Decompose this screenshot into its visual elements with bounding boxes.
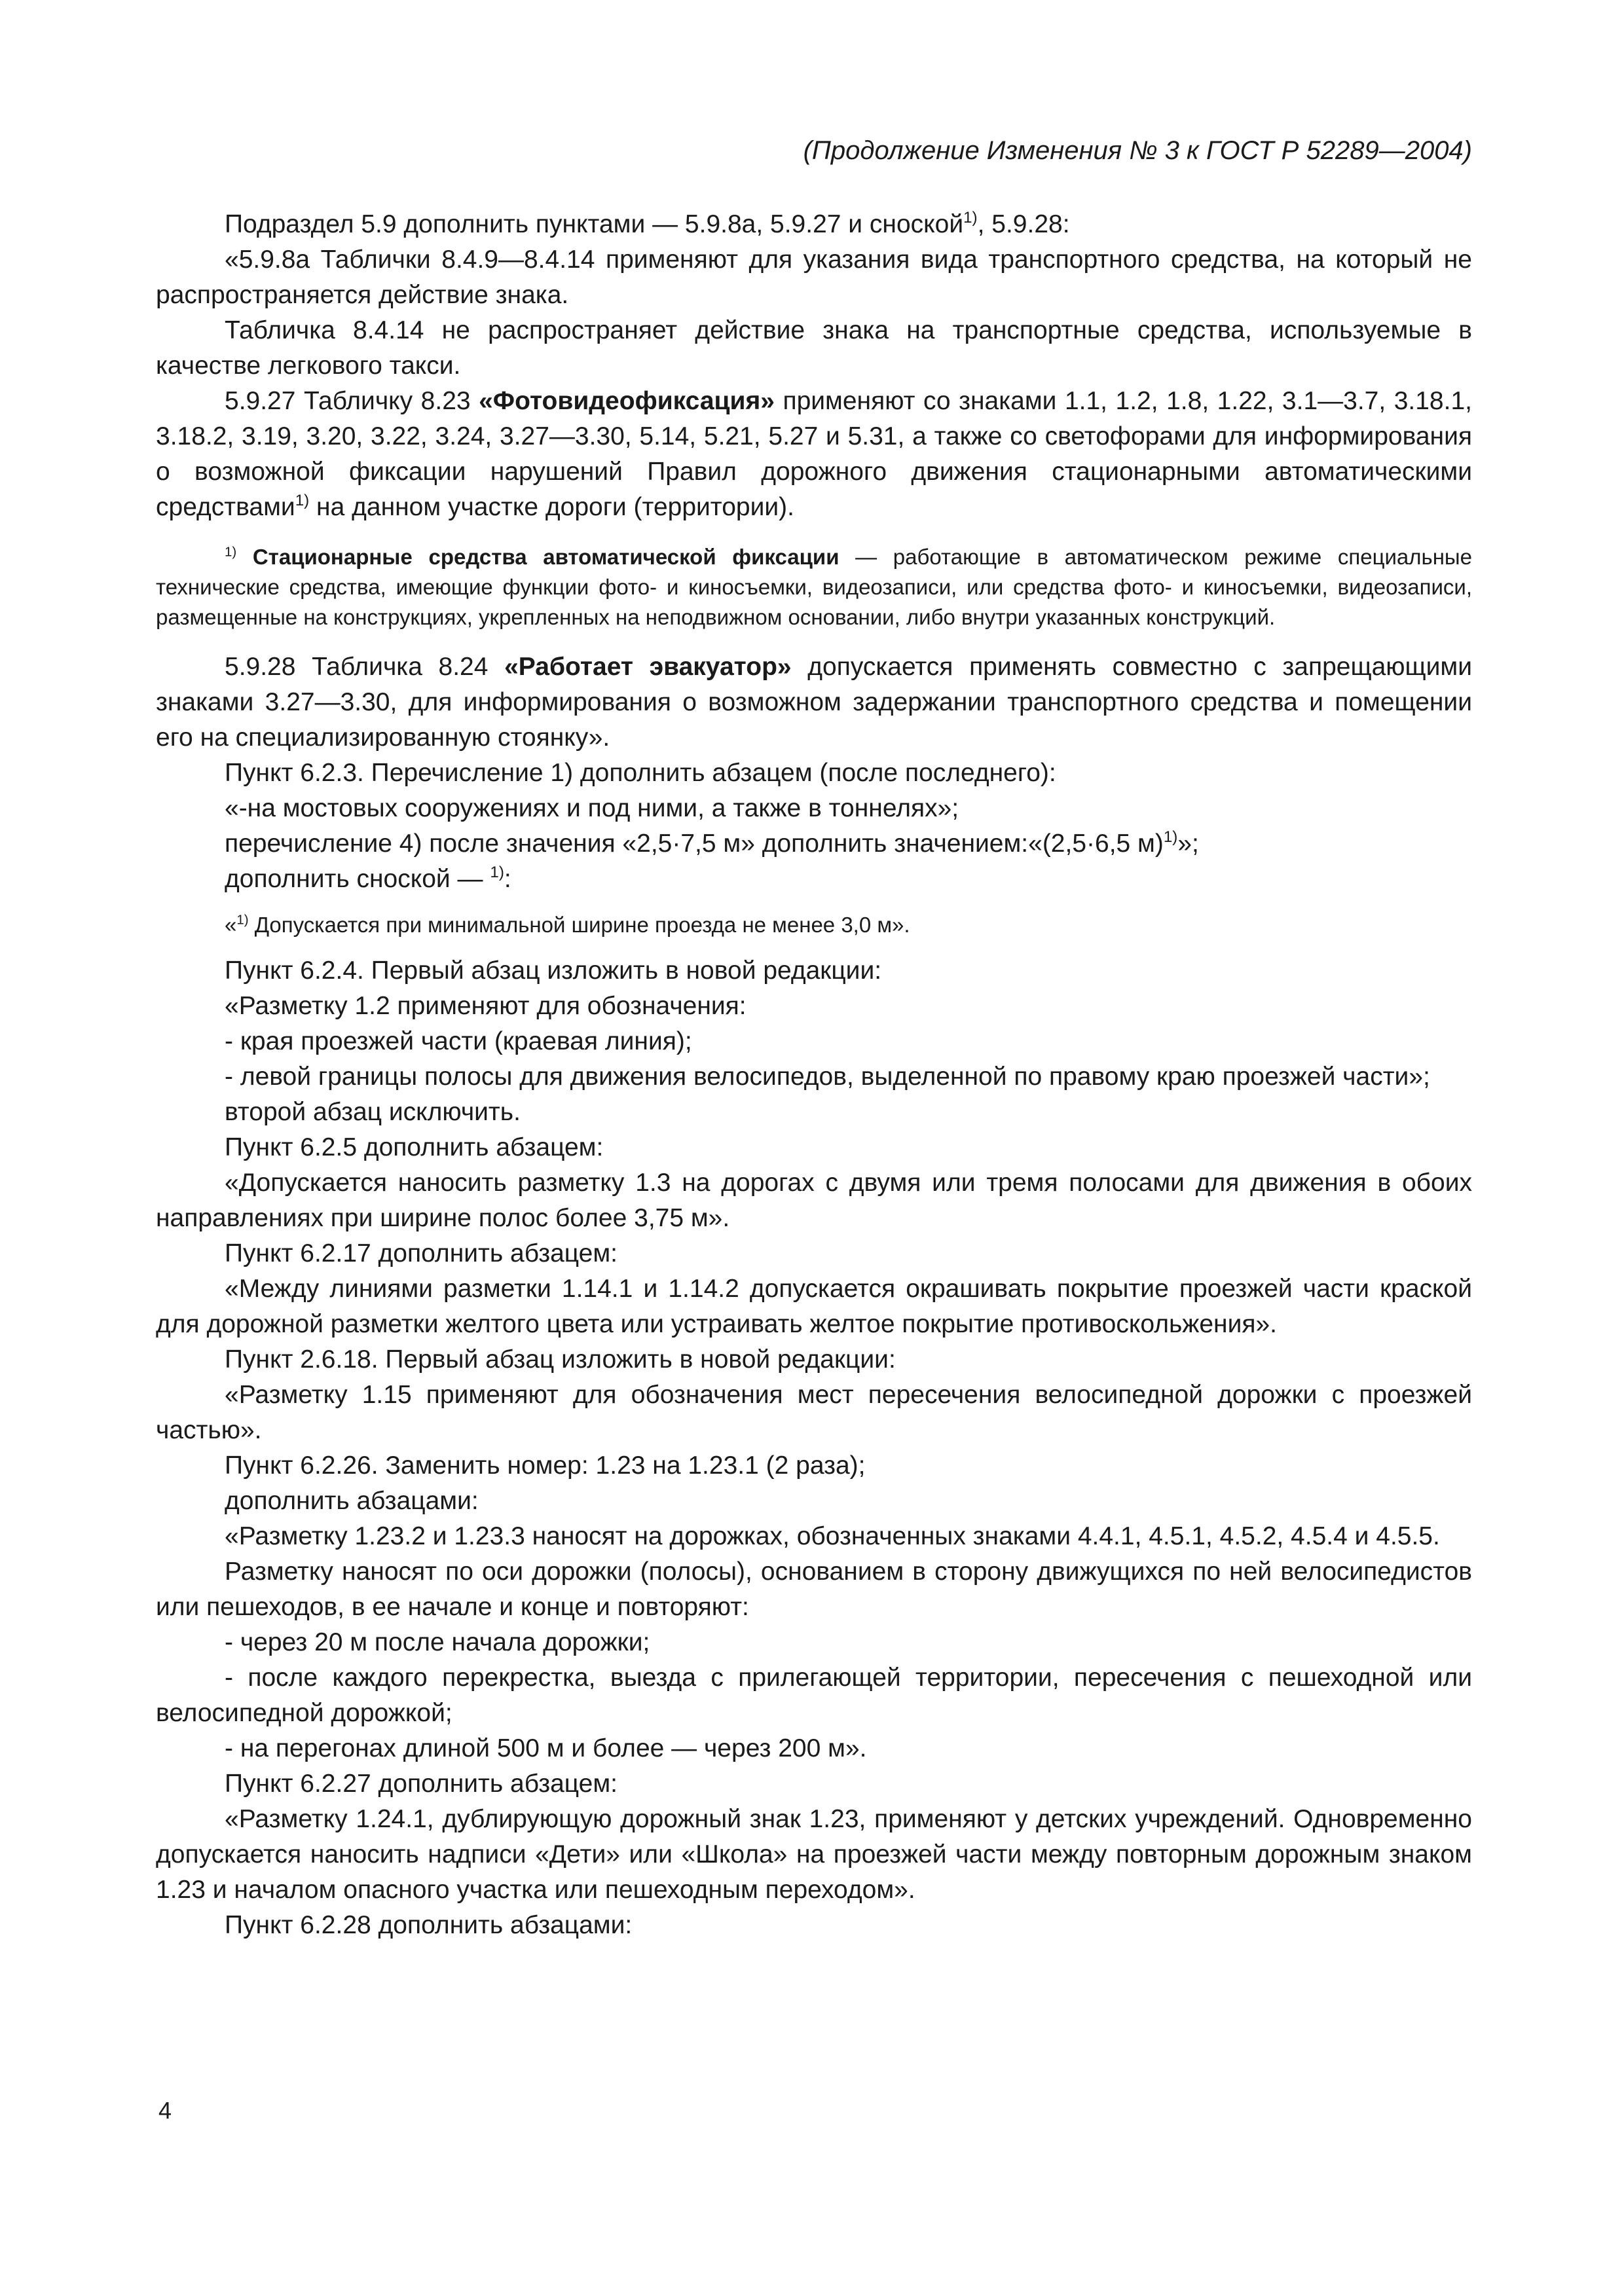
paragraph: - левой границы полосы для движения велосипедов, выделенной по правому краю проезжей части»; (225, 1063, 1430, 1091)
paragraph: «Разметку 1.15 применяют для обозначения мест пересечения велосипедной дорожки с проезжей частью». (156, 1381, 1472, 1444)
paragraph: «Разметку 1.24.1, дублирующую дорожный знак 1.23, применяют у детских учреждений. Одновременно допускается наносить надписи «Дети» или «Школа» на проезжей части между повторным дорожным знаком 1.23 и началом опасного участка или пешеходным переходом». (156, 1805, 1472, 1904)
paragraph: дополнить сноской — $^{1)}$: (225, 864, 511, 893)
paragraph: Пункт 6.2.4. Первый абзац изложить в новой редакции: (225, 957, 882, 985)
footnote: «$^{1)}$ Допускается при минимальной ширине проезда не менее 3,0 м». (225, 912, 910, 937)
footnote-ref: 1) (963, 209, 978, 227)
paragraph: «Разметку 1.2 применяют для обозначения: (225, 992, 747, 1020)
paragraph: «5.9.8а Таблички 8.4.9—8.4.14 применяют для указания вида транспортного средства, на который не распространяется действие знака. (156, 246, 1472, 309)
paragraph: второй абзац исключить. (225, 1098, 521, 1126)
paragraph: «Между линиями разметки 1.14.1 и 1.14.2 допускается окрашивать покрытие проезжей части краской для дорожной разметки желтого цвета или устраивать желтое покрытие противоскольжения». (156, 1275, 1472, 1338)
paragraph: Пункт 6.2.28 дополнить абзацами: (225, 1911, 633, 1939)
paragraph: Разметку наносят по оси дорожки (полосы), основанием в сторону движущихся по ней велосипедистов или пешеходов, в ее начале и конце и повторяют: (156, 1558, 1472, 1621)
document-body (156, 207, 1472, 1943)
paragraph: «-на мостовых сооружениях и под ними, а также в тоннелях»; (225, 794, 959, 822)
paragraph: Табличка 8.4.14 не распространяет действие знака на транспортные средства, используемые в качестве легкового такси. (156, 316, 1472, 380)
paragraph: Пункт 6.2.3. Перечисление 1) дополнить абзацем (после последнего): (225, 759, 1056, 787)
paragraph: Пункт 6.2.5 дополнить абзацем: (225, 1133, 604, 1161)
paragraph: Пункт 6.2.27 дополнить абзацем: (225, 1770, 618, 1798)
paragraph: Пункт 6.2.26. Заменить номер: 1.23 на 1.23.1 (2 раза); (225, 1451, 866, 1480)
paragraph: Пункт 6.2.17 дополнить абзацем: (225, 1239, 618, 1267)
paragraph: - на перегонах длиной 500 м и более — через 200 м». (225, 1734, 867, 1762)
term-bold: «Фотовидеофиксация» (479, 387, 775, 415)
footnote: $^{1)}$ Стационарные средства автоматической фиксации — работающие в автоматическом режиме специальные технические средства, имеющие функции фото- и киносъемки, видеозаписи, или средства фото- и киносъемки, видеозаписи, размещенные на конструкциях, укрепленных на неподвижном основании, либо внутри указанных конструкций. (156, 544, 1472, 629)
paragraph: Подраздел 5.9 дополнить пунктами — 5.9.8а, 5.9.27 и сноской$^{1)}$, 5.9.28: (225, 209, 1070, 238)
paragraph: Пункт 2.6.18. Первый абзац изложить в новой редакции: (225, 1345, 896, 1374)
paragraph: 5.9.27 Табличку 8.23 «Фотовидеофиксация» применяют со знаками 1.1, 1.2, 1.8, 1.22, 3.1—3.7, 3.18.1, 3.18.2, 3.19, 3.20, 3.22, 3.24, 3.27—3.30, 5.14, 5.21, 5.27 и 5.31, а также со светофорами для информирования о возможной фиксации нарушений Правил дорожного движения стационарными автоматическими средствами$^{1)}$ на данном участке дороги (территории). (156, 387, 1472, 521)
running-header: (Продолжение Изменения № 3 к ГОСТ Р 52289—2004) (803, 136, 1472, 165)
paragraph: - края проезжей части (краевая линия); (225, 1027, 692, 1055)
paragraph: дополнить абзацами: (225, 1487, 479, 1515)
paragraph: «Допускается наносить разметку 1.3 на дорогах с двумя или тремя полосами для движения в обоих направлениях при ширине полос более 3,75 м». (156, 1169, 1472, 1232)
paragraph: «Разметку 1.23.2 и 1.23.3 наносят на дорожках, обозначенных знаками 4.4.1, 4.5.1, 4.5.2, 4.5.4 и 4.5.5. (225, 1522, 1440, 1550)
paragraph: 5.9.28 Табличка 8.24 «Работает эвакуатор» допускается применять совместно с запрещающими знаками 3.27—3.30, для информирования о возможном задержании транспортного средства и помещении его на специализированную стоянку». (156, 653, 1472, 752)
page-number: 4 (158, 2097, 172, 2124)
footnote-ref: 1) (295, 492, 310, 510)
paragraph: перечисление 4) после значения «2,5·7,5 м» дополнить значением:«(2,5·6,5 м)$^{1)}$»; (225, 828, 1199, 858)
footnote-term: Стационарные средства автоматической фиксации (252, 545, 840, 569)
paragraph: - после каждого перекрестка, выезда с прилегающей территории, пересечения с пешеходной или велосипедной дорожкой; (156, 1664, 1472, 1727)
paragraph: - через 20 м после начала дорожки; (225, 1628, 650, 1656)
term-bold: «Работает эвакуатор» (504, 653, 792, 681)
